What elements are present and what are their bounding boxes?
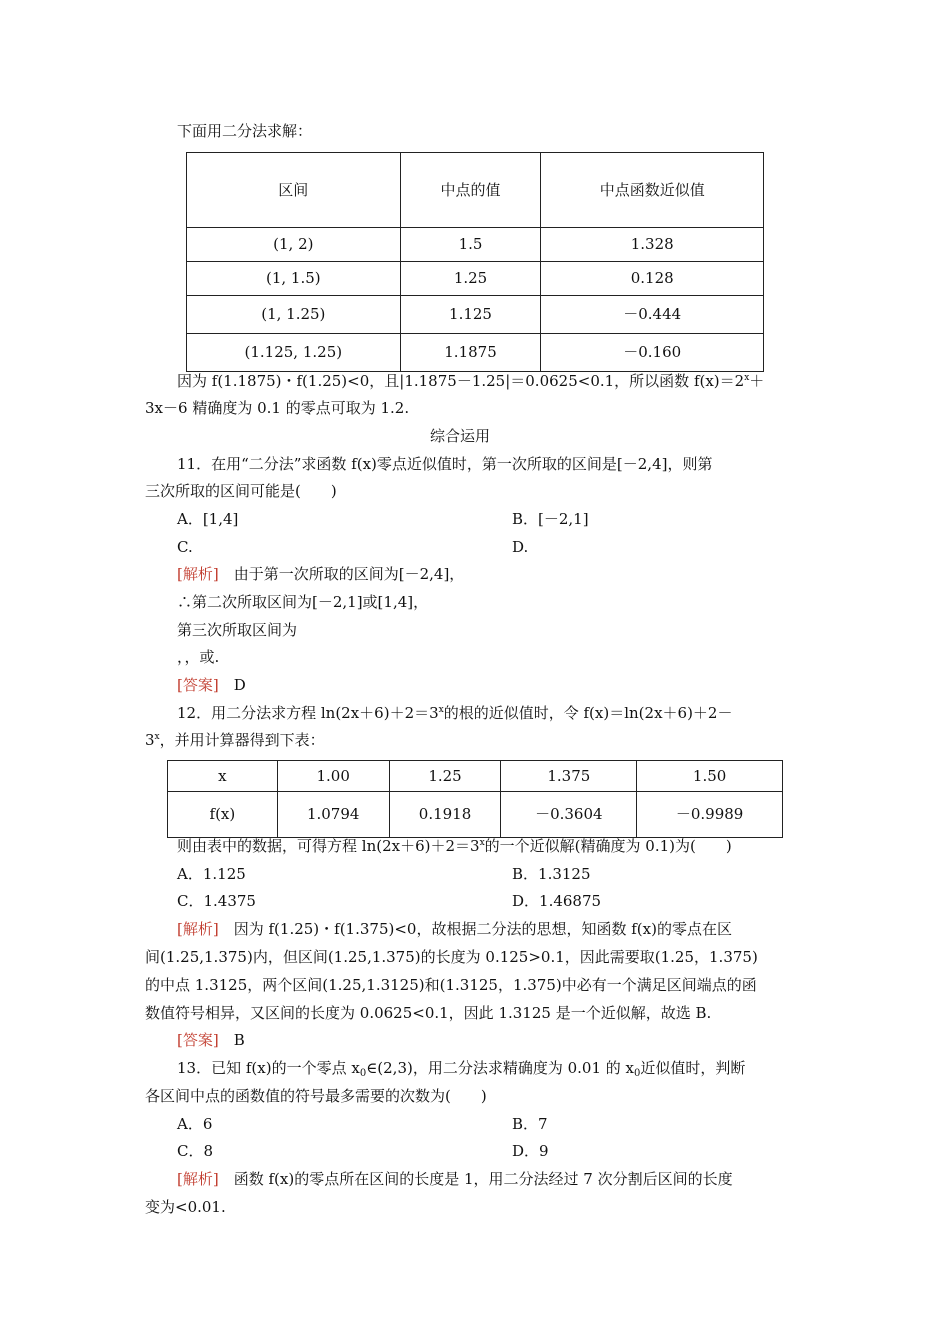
q11-analysis-line-1: [解析] 由于第一次所取的区间为[－2,4]， [177,565,465,583]
analysis-tag: [解析] [177,1170,219,1188]
analysis-tag: [解析] [177,565,219,583]
q12-option-c: C．1.4375 [177,892,256,910]
answer-tag: [答案] [177,676,219,694]
table-cell: 1.0794 [277,792,389,838]
table-cell: (1, 2) [187,228,401,262]
table-header-cell: 中点函数近似值 [541,153,764,228]
table-cell: 1.25 [400,262,541,296]
q11-option-b: B．[－2,1] [512,510,589,528]
table-row [187,334,764,372]
q13-option-a: A．6 [177,1115,213,1133]
q11-analysis-line-2: ∴第二次所取区间为[－2,1]或[1,4]， [177,593,429,611]
q11-option-d: D. [512,538,529,556]
table-cell: 1.00 [277,761,389,792]
table-cell: f(x) [168,792,278,838]
table-cell: 1.375 [501,761,637,792]
table-row [187,262,764,296]
q11-stem-line-1: 11．在用“二分法”求函数 f(x)零点近似值时，第一次所取的区间是[－2,4]，则第 [177,455,713,473]
q13-analysis-line-1: [解析] 函数 f(x)的零点所在区间的长度是 1，用二分法经过 7 次分割后区间的长度 [177,1170,733,1188]
q13-stem-line-2: 各区间中点的函数值的符号最多需要的次数为( ) [145,1087,487,1105]
q11-option-a: A．[1,4] [177,510,239,528]
table-cell: －0.9989 [637,792,783,838]
table-cell: 0.128 [541,262,764,296]
table-cell: －0.444 [541,296,764,334]
q12-analysis-line-3: 的中点 1.3125，两个区间(1.25,1.3125)和(1.3125，1.375)中必有一个满足区间端点的函 [145,976,757,994]
bisection-table [186,152,764,372]
table-cell: 1.125 [400,296,541,334]
q11-answer: [答案] D [177,676,246,694]
intro-text: 下面用二分法求解： [177,122,313,140]
conclusion-line-2: 3x－6 精确度为 0.1 的零点可取为 1.2. [145,399,410,417]
q13-option-b: B．7 [512,1115,548,1133]
q12-analysis-line-4: 数值符号相异，又区间的长度为 0.0625<0.1，因此 1.3125 是一个近似解，故选 B. [145,1004,712,1022]
analysis-tag: [解析] [177,920,219,938]
table-cell: －0.3604 [501,792,637,838]
table-cell: 1.1875 [400,334,541,372]
table-cell: 1.25 [389,761,501,792]
q13-option-c: C．8 [177,1142,214,1160]
table-cell: 1.5 [400,228,541,262]
table-cell: (1, 1.25) [187,296,401,334]
q13-analysis-line-2: 变为<0.01. [145,1198,226,1216]
answer-tag: [答案] [177,1031,219,1049]
table-cell: (1.125, 1.25) [187,334,401,372]
table-header-cell: 中点的值 [400,153,541,228]
table-row-x [168,761,783,792]
q12-question-line: 则由表中的数据，可得方程 $\ln(2x+6)+2=3^x$的一个近似解(精确度为 0.1)为( ) [177,837,732,855]
table-header-row [187,153,764,228]
table-cell: (1, 1.5) [187,262,401,296]
table-header-cell: 区间 [187,153,401,228]
table-cell: 0.1918 [389,792,501,838]
q11-analysis-line-3: 第三次所取区间为 [177,621,298,639]
table-cell: x [168,761,278,792]
q13-stem-line-1: 13．已知 f(x)的一个零点 $x_0\in(2,3)$，用二分法求精确度为 0.01 的 $x_0$近似值时，判断 [177,1059,746,1079]
conclusion-line-1: 因为 f(1.1875)・f(1.25)<0，且|1.1875－1.25|＝0.0625<0.1，所以函数 $f(x)=2^x+$ [177,372,765,390]
q11-stem-line-2: 三次所取的区间可能是( ) [145,482,337,500]
q12-stem-line-2: 3$^x$，并用计算器得到下表： [145,731,325,749]
q12-analysis-line-1: [解析] 因为 f(1.25)・f(1.375)<0，故根据二分法的思想，知函数 f(x)的零点在区 [177,920,732,938]
q11-analysis-line-4: ，，或. [177,648,220,666]
q11-option-c: C. [177,538,193,556]
q12-option-a: A．1.125 [177,865,246,883]
value-table [167,760,783,838]
table-row-fx [168,792,783,838]
section-title: 综合运用 [430,427,491,445]
table-row [187,228,764,262]
q12-answer: [答案] B [177,1031,245,1049]
q12-option-d: D．1.46875 [512,892,602,910]
q12-stem-line-1: 12．用二分法求方程 $\ln(2x+6)+2=3^x$的根的近似值时，令 f(x)＝ln(2x＋6)＋2－ [177,704,733,722]
q13-option-d: D．9 [512,1142,549,1160]
table-row [187,296,764,334]
q12-option-b: B．1.3125 [512,865,591,883]
table-cell: 1.328 [541,228,764,262]
table-cell: 1.50 [637,761,783,792]
table-cell: －0.160 [541,334,764,372]
q12-analysis-line-2: 间(1.25,1.375)内，但区间(1.25,1.375)的长度为 0.125>0.1，因此需要取(1.25，1.375) [145,948,758,966]
